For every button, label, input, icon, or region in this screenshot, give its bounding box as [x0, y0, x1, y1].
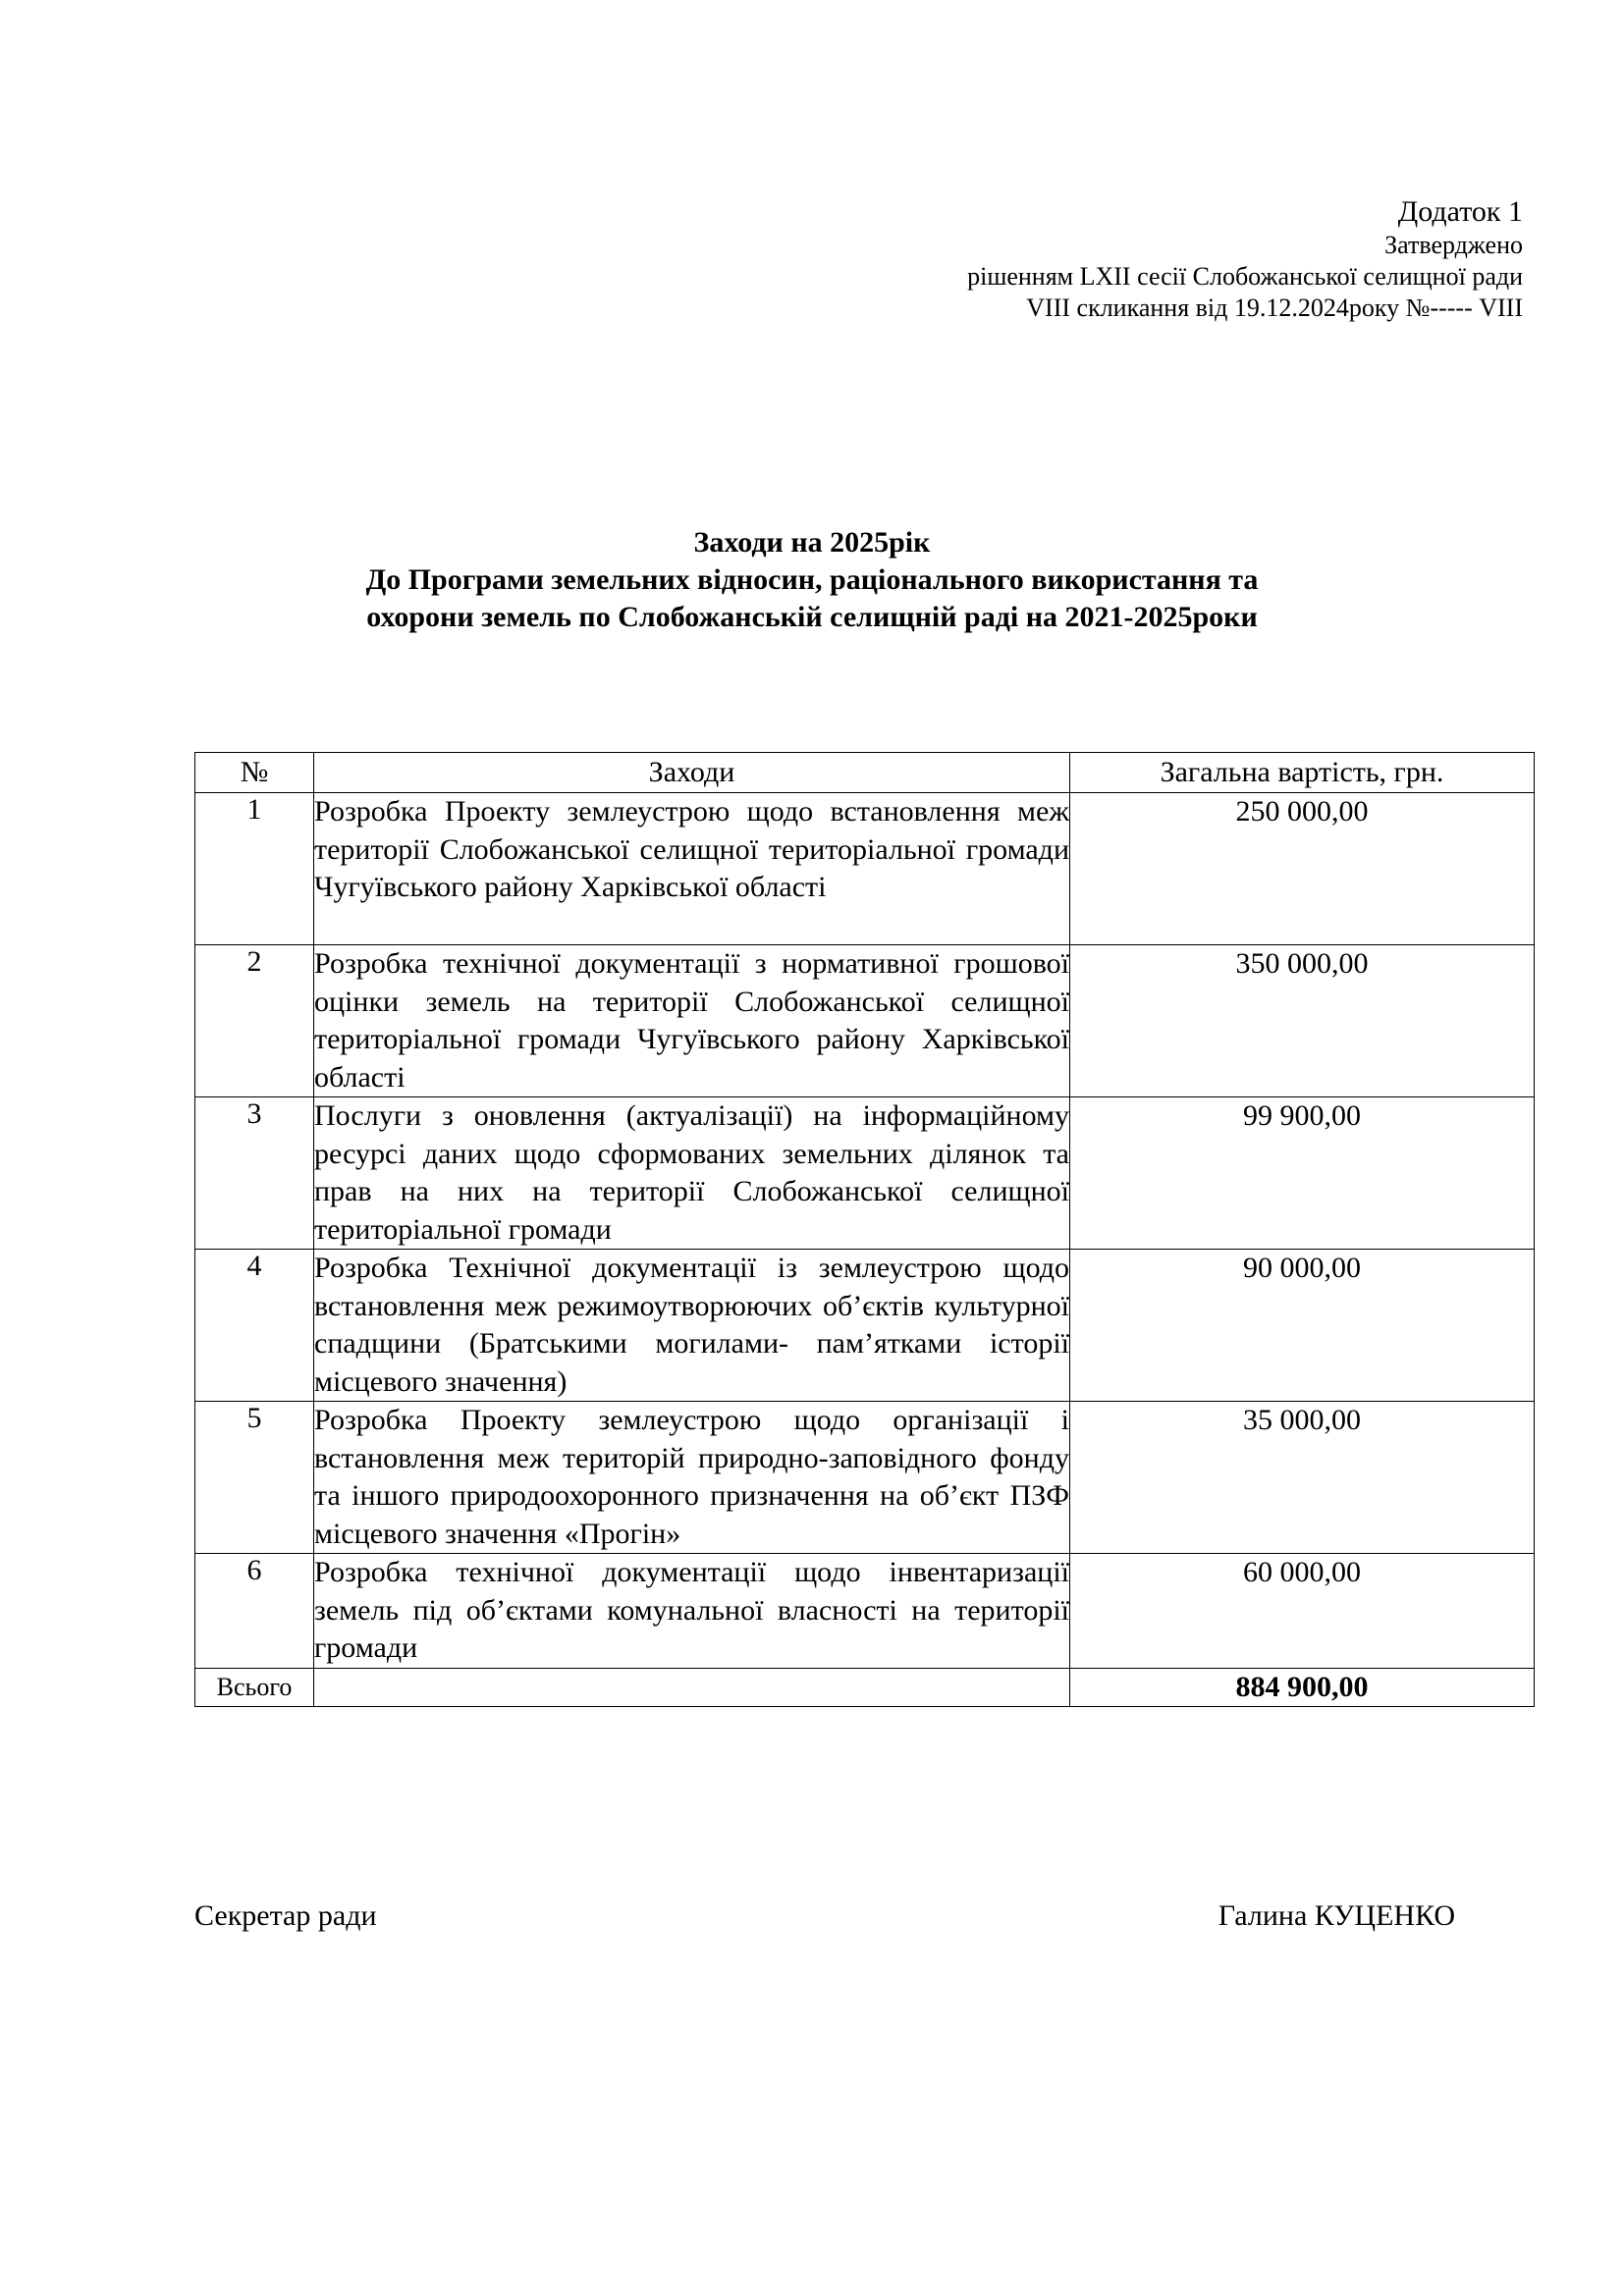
header-num: № [195, 753, 314, 793]
row-measure: Розробка Технічної документації із землеустрою щодо встановлення меж режимоутворюючих об’єктів культурної спадщини (Братськими могилами- пам’ятками історії місцевого значення) [314, 1250, 1070, 1402]
annex-block [639, 194, 1523, 324]
annex-title: Додаток 1 [1397, 195, 1523, 228]
table-row [195, 793, 1535, 945]
row-measure: Розробка Проекту землеустрою щодо організації і встановлення меж територій природно-заповідного фонду та іншого природоохоронного призначення на об’єкт ПЗФ місцевого значення «Прогін» [314, 1402, 1070, 1554]
row-number: 4 [195, 1250, 314, 1402]
table-row [195, 1554, 1535, 1669]
table-row [195, 1250, 1535, 1402]
table-row [195, 1097, 1535, 1250]
table-total-row [195, 1668, 1535, 1706]
total-value: 884 900,00 [1070, 1668, 1535, 1706]
row-cost: 99 900,00 [1070, 1097, 1535, 1250]
table-row [195, 945, 1535, 1097]
row-number: 2 [195, 945, 314, 1097]
heading-line-3: охорони земель по Слобожанській селищній раді на 2021-2025роки [366, 601, 1258, 633]
heading-line-1: Заходи на 2025рік [693, 526, 931, 559]
signature-name: Галина КУЦЕНКО [1218, 1899, 1455, 1932]
measures-table [194, 752, 1535, 1707]
row-cost: 350 000,00 [1070, 945, 1535, 1097]
heading-line-2: До Програми земельних відносин, раціонального використання та [365, 563, 1259, 596]
row-measure: Розробка технічної документації щодо інвентаризації земель під об’єктами комунальної власності на території громади [314, 1554, 1070, 1669]
signature-position: Секретар ради [194, 1899, 377, 1932]
row-measure: Розробка технічної документації з нормативної грошової оцінки земель на території Слобожанської селищної територіальної громади Чугуївського району Харківської області [314, 945, 1070, 1097]
table-header-row [195, 753, 1535, 793]
total-empty-cell [314, 1668, 1070, 1706]
annex-decision: рішенням LXII сесії Слобожанської селищної ради [967, 262, 1523, 291]
annex-convocation: VIII скликання від 19.12.2024року №----- VIII [1026, 294, 1523, 322]
header-cost: Загальна вартість, грн. [1070, 753, 1535, 793]
document-heading [0, 524, 1624, 636]
total-label: Всього [195, 1668, 314, 1706]
row-cost: 35 000,00 [1070, 1402, 1535, 1554]
row-number: 6 [195, 1554, 314, 1669]
row-number: 5 [195, 1402, 314, 1554]
row-measure: Розробка Проекту землеустрою щодо встановлення меж території Слобожанської селищної територіальної громади Чугуївського району Харківської області [314, 793, 1070, 945]
row-cost: 250 000,00 [1070, 793, 1535, 945]
row-measure: Послуги з оновлення (актуалізації) на інформаційному ресурсі даних щодо сформованих земельних ділянок та прав на них на території Слобожанської селищної територіальної громади [314, 1097, 1070, 1250]
annex-approved: Затверджено [1384, 231, 1523, 259]
row-number: 1 [195, 793, 314, 945]
row-number: 3 [195, 1097, 314, 1250]
header-measures: Заходи [314, 753, 1070, 793]
row-cost: 90 000,00 [1070, 1250, 1535, 1402]
row-cost: 60 000,00 [1070, 1554, 1535, 1669]
table-row [195, 1402, 1535, 1554]
